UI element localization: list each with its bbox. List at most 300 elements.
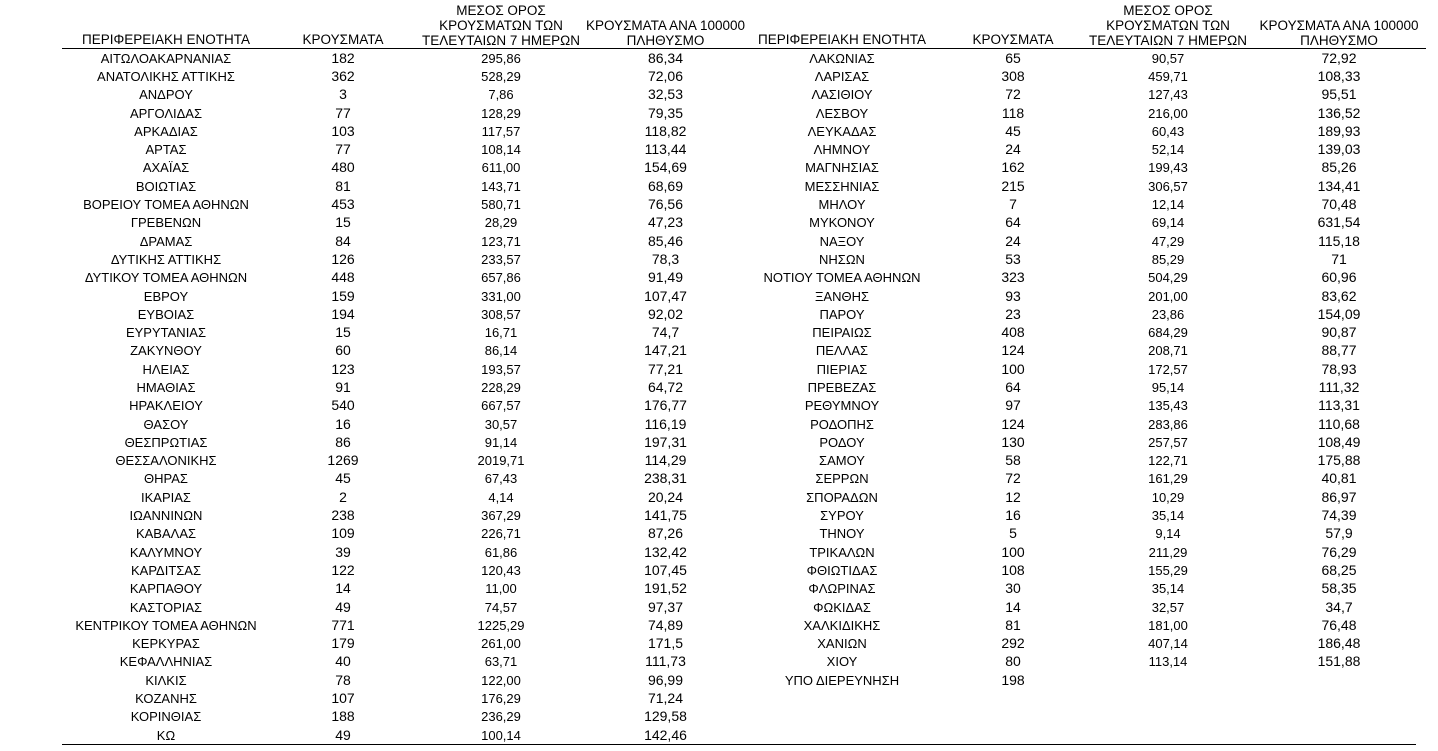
- cases-per-100k-cell: 88,77: [1321, 342, 1357, 359]
- seven-day-average-cell: 201,00: [1148, 288, 1188, 304]
- seven-day-average-cell: 12,14: [1151, 197, 1185, 213]
- cases-cell: 23: [1005, 305, 1021, 322]
- cases-per-100k-cell: 68,69: [647, 177, 684, 194]
- cases-cell: 540: [331, 397, 355, 414]
- cases-per-100k-cell: 107,45: [644, 561, 687, 578]
- seven-day-average-cell: 667,57: [481, 398, 521, 414]
- cases-per-100k-cell: 70,48: [1321, 196, 1357, 213]
- cases-cell: 408: [1001, 324, 1025, 341]
- region-name-cell: ΕΥΒΟΙΑΣ: [137, 306, 195, 322]
- cases-cell: 448: [331, 269, 355, 286]
- seven-day-average-cell: 257,57: [1148, 434, 1188, 450]
- table-row: [62, 104, 745, 122]
- seven-day-average-cell: 108,14: [481, 142, 521, 158]
- cases-per-100k-cell: 86,97: [1321, 488, 1357, 505]
- cases-per-100k-cell: 118,82: [644, 122, 687, 139]
- region-name-cell: ΛΕΥΚΑΔΑΣ: [807, 123, 877, 139]
- table-row: [62, 269, 745, 287]
- table-row: [62, 433, 745, 451]
- cases-cell: 159: [331, 287, 355, 304]
- table-row: [62, 49, 745, 68]
- region-name-cell: ΓΡΕΒΕΝΩΝ: [130, 215, 202, 231]
- cases-cell: 15: [335, 324, 351, 341]
- cases-per-100k-cell: 77,21: [647, 360, 684, 377]
- seven-day-average-cell: 233,57: [481, 251, 521, 267]
- cases-cell: 64: [1005, 378, 1021, 395]
- cases-cell: 362: [331, 67, 355, 84]
- seven-day-average-cell: 113,14: [1148, 654, 1188, 670]
- cases-cell: 122: [331, 561, 355, 578]
- table-row: [742, 543, 1426, 561]
- seven-day-average-cell: 67,43: [484, 471, 518, 487]
- header-cases: ΚΡΟΥΣΜΑΤΑ: [972, 32, 1054, 47]
- cases-cell: 215: [1001, 177, 1025, 194]
- table-row: [742, 561, 1426, 579]
- seven-day-average-cell: 295,86: [481, 50, 521, 66]
- seven-day-average-cell: 161,29: [1148, 471, 1188, 487]
- cases-per-100k-cell: 176,77: [644, 397, 687, 414]
- header-seven-day-average: ΜΕΣΟΣ ΟΡΟΣ ΚΡΟΥΣΜΑΤΩΝ ΤΩΝ ΤΕΛΕΥΤΑΙΩΝ 7 ΗΜΕΡΩΝ: [422, 3, 580, 48]
- header-seven-day-average: ΜΕΣΟΣ ΟΡΟΣ ΚΡΟΥΣΜΑΤΩΝ ΤΩΝ ΤΕΛΕΥΤΑΙΩΝ 7 ΗΜΕΡΩΝ: [1089, 3, 1247, 48]
- seven-day-average-cell: 208,71: [1148, 343, 1188, 359]
- table-row: [62, 67, 745, 85]
- table-row: [62, 671, 745, 689]
- region-name-cell: ΤΡΙΚΑΛΩΝ: [809, 544, 875, 560]
- table-row: [742, 250, 1426, 268]
- cases-per-100k-cell: 134,41: [1317, 177, 1361, 194]
- seven-day-average-cell: 580,71: [481, 197, 521, 213]
- seven-day-average-cell: 226,71: [481, 526, 521, 542]
- region-name-cell: ΚΩ: [156, 727, 176, 743]
- table-row: [742, 86, 1426, 104]
- cases-cell: 49: [335, 598, 351, 615]
- seven-day-average-cell: 117,57: [481, 123, 521, 139]
- region-name-cell: ΗΜΑΘΙΑΣ: [136, 379, 196, 395]
- cases-cell: 108: [1001, 561, 1025, 578]
- table-row: [62, 342, 745, 360]
- cases-cell: 238: [331, 507, 355, 524]
- cases-cell: 81: [335, 177, 351, 194]
- region-name-cell: ΕΒΡΟΥ: [143, 288, 189, 304]
- seven-day-average-cell: 684,29: [1148, 325, 1188, 341]
- region-name-cell: ΔΥΤΙΚΗΣ ΑΤΤΙΚΗΣ: [110, 251, 222, 267]
- region-name-cell: ΛΕΣΒΟΥ: [815, 105, 869, 121]
- table-row: [62, 689, 745, 707]
- cases-cell: 40: [335, 653, 351, 670]
- cases-per-100k-cell: [1252, 671, 1426, 689]
- region-name-cell: ΦΛΩΡΙΝΑΣ: [808, 581, 876, 597]
- table-row: [742, 415, 1426, 433]
- table-row: [62, 397, 745, 415]
- seven-day-average-cell: 60,43: [1151, 123, 1185, 139]
- cases-cell: 126: [331, 250, 355, 267]
- region-name-cell: ΣΑΜΟΥ: [819, 453, 865, 469]
- cases-cell: 480: [331, 159, 355, 176]
- cases-cell: 14: [1005, 598, 1021, 615]
- seven-day-average-cell: 528,29: [481, 68, 521, 84]
- region-name-cell: ΘΗΡΑΣ: [144, 471, 188, 487]
- cases-cell: 107: [331, 690, 355, 707]
- cases-per-100k-cell: 79,35: [647, 104, 684, 121]
- region-name-cell: ΑΝΑΤΟΛΙΚΗΣ ΑΤΤΙΚΗΣ: [97, 68, 235, 84]
- region-name-cell: ΡΕΘΥΜΝΟΥ: [804, 398, 880, 414]
- cases-per-100k-cell: 76,29: [1321, 543, 1357, 560]
- region-name-cell: ΣΕΡΡΩΝ: [815, 471, 869, 487]
- cases-per-100k-cell: 32,53: [647, 86, 684, 103]
- seven-day-average-cell: 1225,29: [477, 617, 525, 633]
- seven-day-average-cell: [1084, 671, 1252, 689]
- cases-cell: 308: [1001, 67, 1025, 84]
- cases-per-100k-cell: 87,26: [647, 525, 684, 542]
- region-name-cell: ΧΑΛΚΙΔΙΚΗΣ: [803, 617, 881, 633]
- table-row: [62, 232, 745, 250]
- cases-per-100k-cell: 115,18: [1318, 232, 1360, 249]
- cases-cell: 7: [1009, 196, 1017, 213]
- cases-per-100k-cell: 186,48: [1317, 635, 1361, 652]
- table-row: [62, 177, 745, 195]
- cases-per-100k-cell: 171,5: [647, 635, 684, 652]
- region-name-cell: ΙΚΑΡΙΑΣ: [141, 489, 191, 505]
- table-row: [742, 232, 1426, 250]
- table-row: [742, 397, 1426, 415]
- cases-cell: 323: [1001, 269, 1025, 286]
- cases-cell: 2: [339, 488, 347, 505]
- table-row: [62, 159, 745, 177]
- region-name-cell: ΡΟΔΟΥ: [819, 434, 865, 450]
- cases-cell: 194: [331, 305, 355, 322]
- cases-per-100k-cell: 60,96: [1321, 269, 1357, 286]
- region-name-cell: ΠΙΕΡΙΑΣ: [816, 361, 868, 377]
- region-name-cell: ΠΡΕΒΕΖΑΣ: [807, 379, 877, 395]
- cases-cell: 30: [1005, 580, 1021, 597]
- cases-per-100k-cell: 147,21: [644, 342, 687, 359]
- region-name-cell: ΛΑΡΙΣΑΣ: [814, 68, 870, 84]
- region-name-cell: ΜΕΣΣΗΝΙΑΣ: [804, 178, 880, 194]
- seven-day-average-cell: 331,00: [481, 288, 521, 304]
- cases-cell: 93: [1005, 287, 1021, 304]
- table-row: [62, 360, 745, 378]
- cases-per-100k-cell: 154,09: [1317, 305, 1361, 322]
- seven-day-average-cell: 85,29: [1151, 251, 1185, 267]
- seven-day-average-cell: 135,43: [1148, 398, 1188, 414]
- region-name-cell: ΚΟΡΙΝΘΙΑΣ: [130, 709, 202, 725]
- cases-per-100k-cell: 76,56: [647, 196, 684, 213]
- cases-cell: 130: [1001, 433, 1025, 450]
- cases-per-100k-cell: 74,7: [651, 324, 680, 341]
- seven-day-average-cell: 306,57: [1148, 178, 1188, 194]
- cases-per-100k-cell: 92,02: [647, 305, 684, 322]
- table-row: [742, 177, 1426, 195]
- region-name-cell: ΑΡΚΑΔΙΑΣ: [134, 123, 198, 139]
- cases-cell: 182: [331, 49, 355, 66]
- seven-day-average-cell: 95,14: [1151, 379, 1185, 395]
- region-name-cell: ΜΗΛΟΥ: [818, 197, 866, 213]
- cases-cell: 77: [335, 104, 351, 121]
- region-name-cell: ΚΕΝΤΡΙΚΟΥ ΤΟΜΕΑ ΑΘΗΝΩΝ: [75, 617, 257, 633]
- region-name-cell: ΚΙΛΚΙΣ: [145, 672, 187, 688]
- cases-cell: 78: [335, 671, 351, 688]
- table-row: [62, 708, 745, 726]
- table-row: [742, 671, 1426, 689]
- table-row: [62, 726, 745, 744]
- seven-day-average-cell: 172,57: [1148, 361, 1188, 377]
- table-row: [62, 86, 745, 104]
- cases-per-100k-cell: 136,52: [1317, 104, 1361, 121]
- seven-day-average-cell: 9,14: [1155, 526, 1181, 542]
- table-row: [742, 433, 1426, 451]
- table-body-right: [742, 49, 1426, 690]
- table-row: [742, 525, 1426, 543]
- header-cases: ΚΡΟΥΣΜΑΤΑ: [302, 32, 384, 47]
- table-row: [62, 488, 745, 506]
- cases-cell: 24: [1005, 141, 1021, 158]
- cases-per-100k-cell: 68,25: [1321, 561, 1357, 578]
- region-name-cell: ΜΥΚΟΝΟΥ: [809, 215, 875, 231]
- region-name-cell: ΔΥΤΙΚΟΥ ΤΟΜΕΑ ΑΘΗΝΩΝ: [84, 270, 248, 286]
- cases-cell: 179: [331, 635, 355, 652]
- region-name-cell: ΧΙΟΥ: [826, 654, 858, 670]
- seven-day-average-cell: 47,29: [1151, 233, 1185, 249]
- table-row: [62, 598, 745, 616]
- seven-day-average-cell: 611,00: [481, 160, 521, 176]
- cases-per-100k-cell: 86,34: [647, 49, 684, 66]
- region-name-cell: ΝΟΤΙΟΥ ΤΟΜΕΑ ΑΘΗΝΩΝ: [763, 270, 921, 286]
- cases-per-100k-cell: 108,33: [1317, 67, 1361, 84]
- seven-day-average-cell: 283,86: [1148, 416, 1188, 432]
- cases-cell: 188: [331, 708, 355, 725]
- table-row: [62, 635, 745, 653]
- cases-per-100k-cell: 189,93: [1317, 122, 1361, 139]
- region-name-cell: ΚΟΖΑΝΗΣ: [135, 691, 197, 707]
- table-row: [62, 470, 745, 488]
- seven-day-average-cell: 504,29: [1148, 270, 1188, 286]
- cases-cell: 123: [331, 360, 355, 377]
- region-name-cell: ΑΧΑΪΑΣ: [142, 160, 190, 176]
- cases-per-100k-cell: 72,06: [647, 67, 684, 84]
- seven-day-average-cell: 261,00: [481, 636, 521, 652]
- seven-day-average-cell: 28,29: [484, 215, 518, 231]
- region-name-cell: ΤΗΝΟΥ: [819, 526, 865, 542]
- cases-per-100k-cell: 142,46: [644, 726, 687, 743]
- seven-day-average-cell: 176,29: [481, 691, 521, 707]
- region-name-cell: ΧΑΝΙΩΝ: [817, 636, 867, 652]
- cases-cell: 49: [335, 726, 351, 743]
- seven-day-average-cell: 120,43: [481, 562, 521, 578]
- cases-cell: 97: [1005, 397, 1021, 414]
- table-row: [62, 122, 745, 140]
- seven-day-average-cell: 52,14: [1151, 142, 1185, 158]
- cases-per-100k-cell: 47,23: [647, 214, 684, 231]
- seven-day-average-cell: 35,14: [1151, 508, 1185, 524]
- seven-day-average-cell: 100,14: [481, 727, 521, 743]
- table-row: [742, 159, 1426, 177]
- cases-cell: 1269: [327, 452, 359, 469]
- table-row: [742, 506, 1426, 524]
- cases-per-100k-cell: 113,44: [644, 141, 687, 158]
- cases-per-100k-cell: 85,46: [647, 232, 684, 249]
- region-name-cell: ΗΡΑΚΛΕΙΟΥ: [129, 398, 203, 414]
- cases-cell: 12: [1005, 488, 1021, 505]
- table-row: [742, 470, 1426, 488]
- cases-cell: 65: [1005, 49, 1021, 66]
- region-name-cell: ΑΙΤΩΛΟΑΚΑΡΝΑΝΙΑΣ: [100, 50, 232, 66]
- region-name-cell: ΞΑΝΘΗΣ: [814, 288, 870, 304]
- cases-cell: 16: [335, 415, 351, 432]
- cases-cell: 45: [1005, 122, 1021, 139]
- region-name-cell: ΙΩΑΝΝΙΝΩΝ: [129, 508, 203, 524]
- table-row: [62, 543, 745, 561]
- cases-per-100k-cell: 129,58: [644, 708, 687, 725]
- region-name-cell: ΘΕΣΣΑΛΟΝΙΚΗΣ: [115, 453, 217, 469]
- region-name-cell: ΝΑΞΟΥ: [819, 233, 865, 249]
- header-cases-per-100k: ΚΡΟΥΣΜΑΤΑ ΑΝΑ 100000 ΠΛΗΘΥΣΜΟ: [1259, 18, 1419, 48]
- region-name-cell: ΒΟΡΕΙΟΥ ΤΟΜΕΑ ΑΘΗΝΩΝ: [83, 197, 249, 213]
- region-name-cell: ΚΕΦΑΛΛΗΝΙΑΣ: [119, 654, 213, 670]
- cases-per-100k-cell: 113,31: [1318, 397, 1360, 414]
- region-name-cell: ΥΠΟ ΔΙΕΡΕΥΝΗΣΗ: [784, 672, 900, 688]
- seven-day-average-cell: 30,57: [484, 416, 518, 432]
- seven-day-average-cell: 199,43: [1148, 160, 1188, 176]
- seven-day-average-cell: 69,14: [1151, 215, 1185, 231]
- cases-per-100k-cell: 97,37: [647, 598, 684, 615]
- cases-per-100k-cell: 154,69: [644, 159, 687, 176]
- table-row: [742, 49, 1426, 68]
- cases-per-100k-cell: 76,48: [1321, 616, 1357, 633]
- seven-day-average-cell: 86,14: [484, 343, 518, 359]
- table-row: [62, 323, 745, 341]
- cases-cell: 64: [1005, 214, 1021, 231]
- cases-cell: 103: [331, 122, 355, 139]
- cases-per-100k-cell: 71,24: [647, 690, 684, 707]
- table-body-left: [62, 49, 745, 745]
- cases-per-100k-cell: 57,9: [1325, 525, 1353, 542]
- seven-day-average-cell: 10,29: [1151, 489, 1185, 505]
- cases-per-100k-cell: 71: [1331, 250, 1347, 267]
- cases-cell: 86: [335, 433, 351, 450]
- cases-per-100k-cell: 110,68: [1318, 415, 1360, 432]
- table-row: [62, 250, 745, 268]
- cases-cell: 45: [335, 470, 351, 487]
- region-name-cell: ΒΟΙΩΤΙΑΣ: [135, 178, 197, 194]
- seven-day-average-cell: 308,57: [481, 306, 521, 322]
- cases-per-100k-cell: 95,51: [1321, 86, 1357, 103]
- table-row: [62, 195, 745, 213]
- table-row: [62, 305, 745, 323]
- cases-per-100k-cell: 64,72: [647, 378, 684, 395]
- seven-day-average-cell: 657,86: [481, 270, 521, 286]
- table-row: [742, 122, 1426, 140]
- table-row: [62, 653, 745, 671]
- cases-cell: 39: [335, 543, 351, 560]
- cases-per-100k-cell: 74,89: [647, 616, 684, 633]
- region-name-cell: ΑΡΤΑΣ: [145, 142, 187, 158]
- seven-day-average-cell: 155,29: [1148, 562, 1188, 578]
- cases-per-100k-cell: 151,88: [1317, 653, 1361, 670]
- table-row: [62, 525, 745, 543]
- cases-per-100k-cell: 238,31: [644, 470, 687, 487]
- region-name-cell: ΛΑΚΩΝΙΑΣ: [809, 50, 875, 66]
- header-cases-per-100k: ΚΡΟΥΣΜΑΤΑ ΑΝΑ 100000 ΠΛΗΘΥΣΜΟ: [586, 18, 745, 48]
- seven-day-average-cell: 61,86: [484, 544, 518, 560]
- cases-per-100k-cell: 78,93: [1321, 360, 1357, 377]
- cases-per-100k-cell: 114,29: [644, 452, 687, 469]
- region-name-cell: ΚΑΡΠΑΘΟΥ: [129, 581, 203, 597]
- cases-cell: 53: [1005, 250, 1021, 267]
- cases-table-right: [742, 0, 1426, 689]
- seven-day-average-cell: 32,57: [1151, 599, 1185, 615]
- table-header-row: [742, 0, 1426, 49]
- cases-cell: 292: [1001, 635, 1025, 652]
- cases-per-100k-cell: 34,7: [1325, 598, 1353, 615]
- table-row: [742, 635, 1426, 653]
- seven-day-average-cell: 459,71: [1148, 68, 1188, 84]
- seven-day-average-cell: 11,00: [485, 581, 517, 597]
- cases-cell: 100: [1001, 543, 1025, 560]
- seven-day-average-cell: 143,71: [481, 178, 521, 194]
- cases-cell: 124: [1001, 342, 1025, 359]
- cases-per-100k-cell: 141,75: [644, 507, 687, 524]
- cases-cell: 77: [335, 141, 351, 158]
- region-name-cell: ΛΗΜΝΟΥ: [813, 142, 871, 158]
- table-row: [62, 616, 745, 634]
- table-row: [742, 488, 1426, 506]
- region-name-cell: ΦΩΚΙΔΑΣ: [813, 599, 871, 615]
- table-row: [62, 580, 745, 598]
- cases-cell: 81: [1005, 616, 1021, 633]
- region-name-cell: ΗΛΕΙΑΣ: [142, 361, 190, 377]
- cases-cell: 3: [339, 86, 347, 103]
- cases-per-100k-cell: 111,73: [645, 653, 686, 670]
- cases-per-100k-cell: 197,31: [644, 433, 687, 450]
- cases-cell: 109: [331, 525, 355, 542]
- cases-per-100k-cell: 90,87: [1321, 324, 1357, 341]
- cases-per-100k-cell: 20,24: [647, 488, 684, 505]
- cases-per-100k-cell: 111,32: [1318, 378, 1360, 395]
- region-name-cell: ΚΑΛΥΜΝΟΥ: [129, 544, 203, 560]
- table-row: [62, 415, 745, 433]
- table-row: [742, 653, 1426, 671]
- cases-cell: 14: [335, 580, 351, 597]
- cases-per-100k-cell: 107,47: [644, 287, 687, 304]
- region-name-cell: ΡΟΔΟΠΗΣ: [810, 416, 874, 432]
- table-row: [742, 580, 1426, 598]
- cases-cell: 80: [1005, 653, 1021, 670]
- table-row: [742, 323, 1426, 341]
- seven-day-average-cell: 35,14: [1151, 581, 1185, 597]
- cases-cell: 5: [1009, 525, 1017, 542]
- table-row: [742, 598, 1426, 616]
- region-name-cell: ΕΥΡΥΤΑΝΙΑΣ: [125, 325, 207, 341]
- seven-day-average-cell: 7,86: [488, 87, 514, 103]
- table-row: [742, 616, 1426, 634]
- region-name-cell: ΔΡΑΜΑΣ: [139, 233, 193, 249]
- region-name-cell: ΠΑΡΟΥ: [819, 306, 865, 322]
- seven-day-average-cell: 193,57: [481, 361, 521, 377]
- region-name-cell: ΠΕΙΡΑΙΩΣ: [812, 325, 872, 341]
- cases-cell: 91: [335, 378, 351, 395]
- table-row: [742, 452, 1426, 470]
- table-row: [742, 342, 1426, 360]
- cases-per-100k-cell: 40,81: [1321, 470, 1357, 487]
- cases-cell: 84: [335, 232, 351, 249]
- region-name-cell: ΘΑΣΟΥ: [143, 416, 189, 432]
- seven-day-average-cell: 127,43: [1148, 87, 1188, 103]
- header-region: ΠΕΡΙΦΕΡΕΙΑΚΗ ΕΝΟΤΗΤΑ: [81, 32, 251, 47]
- cases-cell: 24: [1005, 232, 1021, 249]
- table-row: [62, 378, 745, 396]
- cases-cell: 124: [1001, 415, 1025, 432]
- cases-per-100k-cell: 132,42: [644, 543, 687, 560]
